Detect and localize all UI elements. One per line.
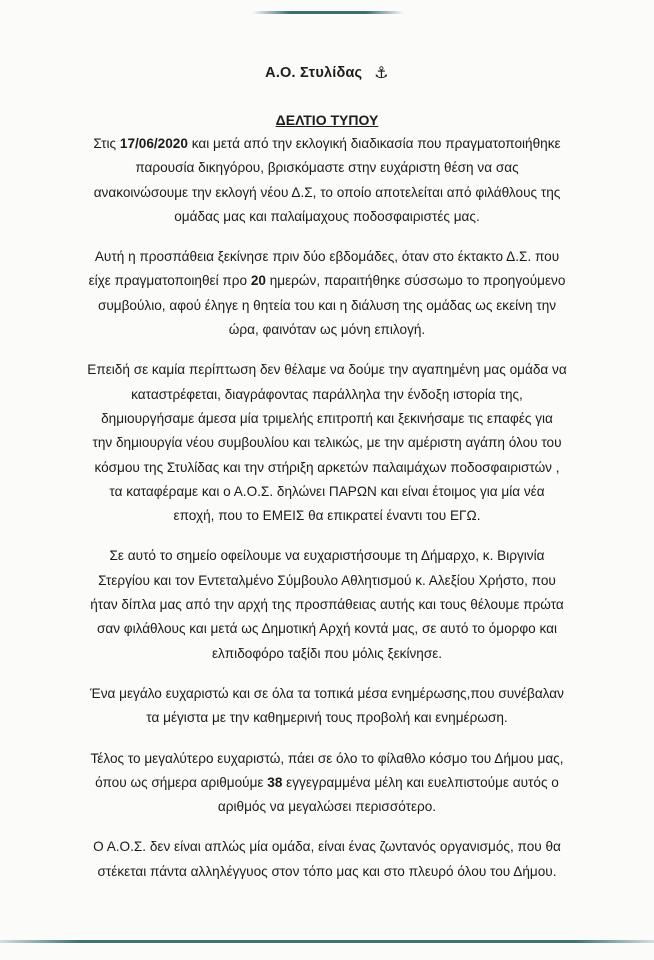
bottom-divider (0, 940, 654, 943)
text-line (20, 617, 634, 641)
text-segment: συμβούλιο, αφού έληγε η θητεία του και η διάλυση της ομάδας ως εκείνη την (97, 297, 557, 313)
text-segment: κόσμου της Στυλίδας και την στήριξη αρκετών παλαιμάχων ποδοσφαιριστών , (94, 459, 560, 475)
text-segment: δημιουργήσαμε άμεσα μία τριμελής επιτροπή και ξεκινήσαμε τις επαφές για (101, 410, 553, 426)
paragraph (20, 747, 634, 820)
top-divider (252, 11, 404, 14)
text-line (20, 358, 634, 382)
paragraph (20, 358, 634, 528)
text-segment: Επειδή σε καμία περίπτωση δεν θέλαμε να δούμε την αγαπημένη μας ομάδα να (87, 362, 567, 378)
text-line (20, 294, 634, 318)
text-segment: σαν φιλάθλους και μετά ως Δημοτική Αρχή κοντά μας, σε αυτό το όμορφο και (96, 621, 558, 637)
text-line (20, 431, 634, 455)
text-line (20, 682, 634, 706)
text-segment: ομάδας μας και παλαίμαχους ποδοσφαιριστές μας. (174, 208, 480, 224)
text-line (20, 544, 634, 568)
text-line (20, 456, 634, 480)
club-header (0, 62, 654, 82)
text-line (20, 205, 634, 229)
text-segment: στέκεται πάντα αλληλέγγυος στον τόπο μας και στο πλευρό όλου του Δήμου. (97, 863, 557, 879)
bold-figure: 17/06/2020 (119, 136, 188, 151)
text-line (20, 747, 634, 771)
anchor-icon: ⚓ (374, 65, 389, 82)
text-segment: Αυτή η προσπάθεια ξεκίνησε πριν δύο εβδομάδες, όταν στο έκτακτο Δ.Σ. που (94, 249, 560, 265)
document-title: ΔΕΛΤΙΟ ΤΥΠΟΥ (275, 112, 379, 128)
text-line (20, 642, 634, 666)
text-line (20, 480, 634, 504)
text-segment: τα καταφέραμε και ο Α.Ο.Σ. δηλώνει ΠΑΡΩΝ και είναι έτοιμος για μία νέα (109, 483, 545, 499)
text-segment: και μετά από την εκλογική διαδικασία που πραγματοποιήθηκε (187, 136, 561, 151)
text-line (20, 771, 634, 795)
text-segment: είχε πραγματοποιηθεί προ (88, 273, 251, 289)
text-segment: ανακοινώσουμε την εκλογή νέου Δ.Σ, το οποίο αποτελείται από φιλάθλους της (93, 184, 561, 200)
text-line (20, 181, 634, 205)
text-segment: ελπιδοφόρο ταξίδι που μόλις ξεκίνησε. (211, 645, 443, 661)
text-line (20, 706, 634, 730)
text-line (20, 795, 634, 819)
text-line (20, 318, 634, 342)
text-line (20, 269, 634, 293)
text-segment: αριθμός να μεγαλώσει περισσότερο. (217, 799, 437, 815)
text-line (20, 569, 634, 593)
text-segment: Στις (93, 136, 120, 151)
text-line (20, 245, 634, 269)
text-segment: εποχή, που το ΕΜΕΙΣ θα επικρατεί έναντι του ΕΓΩ. (173, 508, 481, 524)
text-segment: Τέλος το μεγαλύτερο ευχαριστώ, πάει σε όλο το φίλαθλο κόσμο του Δήμου μας, (90, 750, 564, 766)
text-line (20, 835, 634, 859)
text-segment: παρουσία δικηγόρου, βρισκόμαστε στην ευχάριστη θέση να σας (135, 160, 519, 176)
text-segment: εγγεγραμμένα μέλη και ευελπιστούμε αυτός ο (282, 774, 559, 790)
text-segment: καταστρέφεται, διαγράφοντας παράλληλα την ένδοξη ιστορία της, (131, 386, 523, 402)
bold-figure: 20 (250, 273, 266, 289)
paragraph (20, 835, 634, 884)
text-segment: ήταν δίπλα μας από την αρχή της προσπάθειας αυτής και τους θέλουμε πρώτα (90, 597, 564, 613)
text-segment: ώρα, φαινόταν ως μόνη επιλογή. (228, 322, 426, 338)
bold-figure: 38 (267, 774, 283, 790)
text-line (20, 593, 634, 617)
text-segment: Ένα μεγάλο ευχαριστώ και σε όλα τα τοπικά μέσα ενημέρωσης,που συνέβαλαν (90, 685, 564, 701)
text-line (20, 383, 634, 407)
text-segment: Σε αυτό το σημείο οφείλουμε να ευχαριστήσουμε τη Δήμαρχο, κ. Βιργινία (109, 548, 545, 564)
text-segment: όπου ως σήμερα αριθμούμε (95, 774, 268, 790)
text-segment: τα μέγιστα με την καθημερινή τους προβολή και ενημέρωση. (146, 710, 508, 726)
text-line (20, 156, 634, 180)
text-segment: Στεργίου και τον Εντεταλμένο Σύμβουλο Αθλητισμού κ. Αλεξίου Χρήστο, που (98, 572, 556, 588)
paragraph (20, 245, 634, 342)
text-line (20, 132, 634, 156)
press-release-body (20, 132, 634, 900)
text-segment: Ο Α.Ο.Σ. δεν είναι απλώς μία ομάδα, είναι ένας ζωντανός οργανισμός, που θα (93, 839, 561, 855)
paragraph (20, 544, 634, 665)
text-segment: την δημιουργία νέου συμβουλίου και τελικώς, με την αμέριστη αγάπη όλου του (92, 435, 562, 451)
text-line (20, 407, 634, 431)
text-line (20, 860, 634, 884)
text-line (20, 504, 634, 528)
club-name: Α.Ο. Στυλίδας (265, 65, 363, 81)
paragraph (20, 132, 634, 229)
text-segment: ημερών, παραιτήθηκε σύσσωμο το προηγούμενο (265, 273, 566, 289)
paragraph (20, 682, 634, 731)
